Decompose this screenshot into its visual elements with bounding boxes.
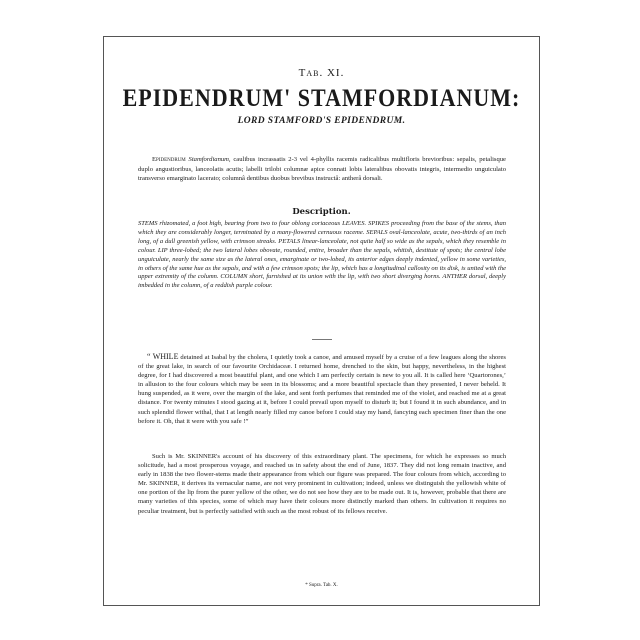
section-divider bbox=[312, 339, 332, 340]
quotation-paragraph bbox=[138, 352, 506, 426]
quotation-opening: “ WHILE bbox=[147, 352, 179, 361]
description-text: STEMS rhizomated, a foot high, bearing from two to four oblong coriaceous LEAVES. SPIKES proceeding from the base of the stems, than which they are considerably longer, terminated by a many-flowered cernuous raceme. SEPALS oval-lanceolate, acute, two-thirds of an inch long, of a dull greenish yellow, with crimson streaks. PETALS linear-lanceolate, not quite half so wide as the sepals, which they resemble in colour. LIP three-lobed; the two lateral lobes obovate, rounded, entire, broader than the sepals, whitish, destitute of spots; the central lobe unguiculate, nearly the same size as the lateral ones, emarginate or two-lobed, its anterior edges deeply indented, yellow in some varieties, in others of the same hue as the sepals, and with a few crimson spots; the lip, which has a longitudinal callosity on its disk, is united with the upper extremity of the column. COLUMN short, furnished at its union with the lip, with two short diverging horns. ANTHER dorsal, deeply imbedded in the column, of a reddish purple colour. bbox=[138, 220, 506, 290]
tab-number: Tab. XI. bbox=[298, 67, 345, 79]
page-title: EPIDENDRUM' STAMFORDIANUM: bbox=[122, 83, 521, 112]
description-heading: Description. bbox=[292, 207, 351, 217]
latin-description bbox=[138, 155, 506, 184]
footnote: * Supra. Tab. X. bbox=[305, 583, 338, 588]
latin-text: caulibus incrassatis 2-3 vel 4-phyllis racemis radicalibus multifloris brevioribus: sepalis, petalisque duplo angustioribus, lanceolatis acutis; labelli trilobi columnæ apice connati lobis lateralibus obovatis integris, intermedio unguiculato transverso emarginato lacerato; columnâ dentibus duobus brevibus instructâ: antherâ dorsali. bbox=[138, 156, 506, 182]
plate-page bbox=[103, 36, 540, 606]
latin-species: Stamfordianum, bbox=[188, 156, 231, 163]
page-subtitle: LORD STAMFORD'S EPIDENDRUM. bbox=[237, 116, 406, 126]
quotation-text: detained at Isabal by the cholera, I quietly took a canoe, and amused myself by a cruise of a few leagues along the shores of the great lake, in search of our favourite Orchidaceæ. I returned home, drenched to the skin, but happy, nevertheless, in the highest degree, for I had discovered a most beautiful plant, and one which I am perfectly certain is new to you all. It is called here ‘Quartorones,’ in allusion to the four colours which may be seen in its blossoms; and a more beautiful spectacle than they presented, I never beheld. It hung suspended, as it were, over the margin of the lake, and sent forth perfumes that reminded me of the violet, and reached me at a great distance. For twenty minutes I stood gazing at it, before I could prevail upon myself to disturb it; but I found it in such abundance, and in such splendid flower withal, that I at length nearly filled my canoe before I could stay my hand, fancying each specimen finer than the one before it. Oh, that it were with you safe !” bbox=[138, 354, 506, 425]
latin-genus: Epidendrum bbox=[152, 156, 186, 163]
account-paragraph: Such is Mr. SKINNER's account of his discovery of this extraordinary plant. The specimens, for which he expresses so much solicitude, had a most prosperous voyage, and reached us in safety about the end of June, 1837. They did not long remain inactive, and early in 1838 the two flower-stems made their appearance from which our figure was prepared. The four colours from which, according to Mr. SKINNER, it derives its vernacular name, are not very prominent in cultivation; indeed, unless we distinguish the yellowish white of one portion of the lip from the purer yellow of the other, we do not see how they are to be made out. It is, however, probable that there are many varieties of this species, some of which may have their colours more distinctly marked than others. In cultivation it requires no peculiar treatment, but is perfectly satisfied with such as the most robust of its fellows receive. bbox=[138, 453, 506, 515]
